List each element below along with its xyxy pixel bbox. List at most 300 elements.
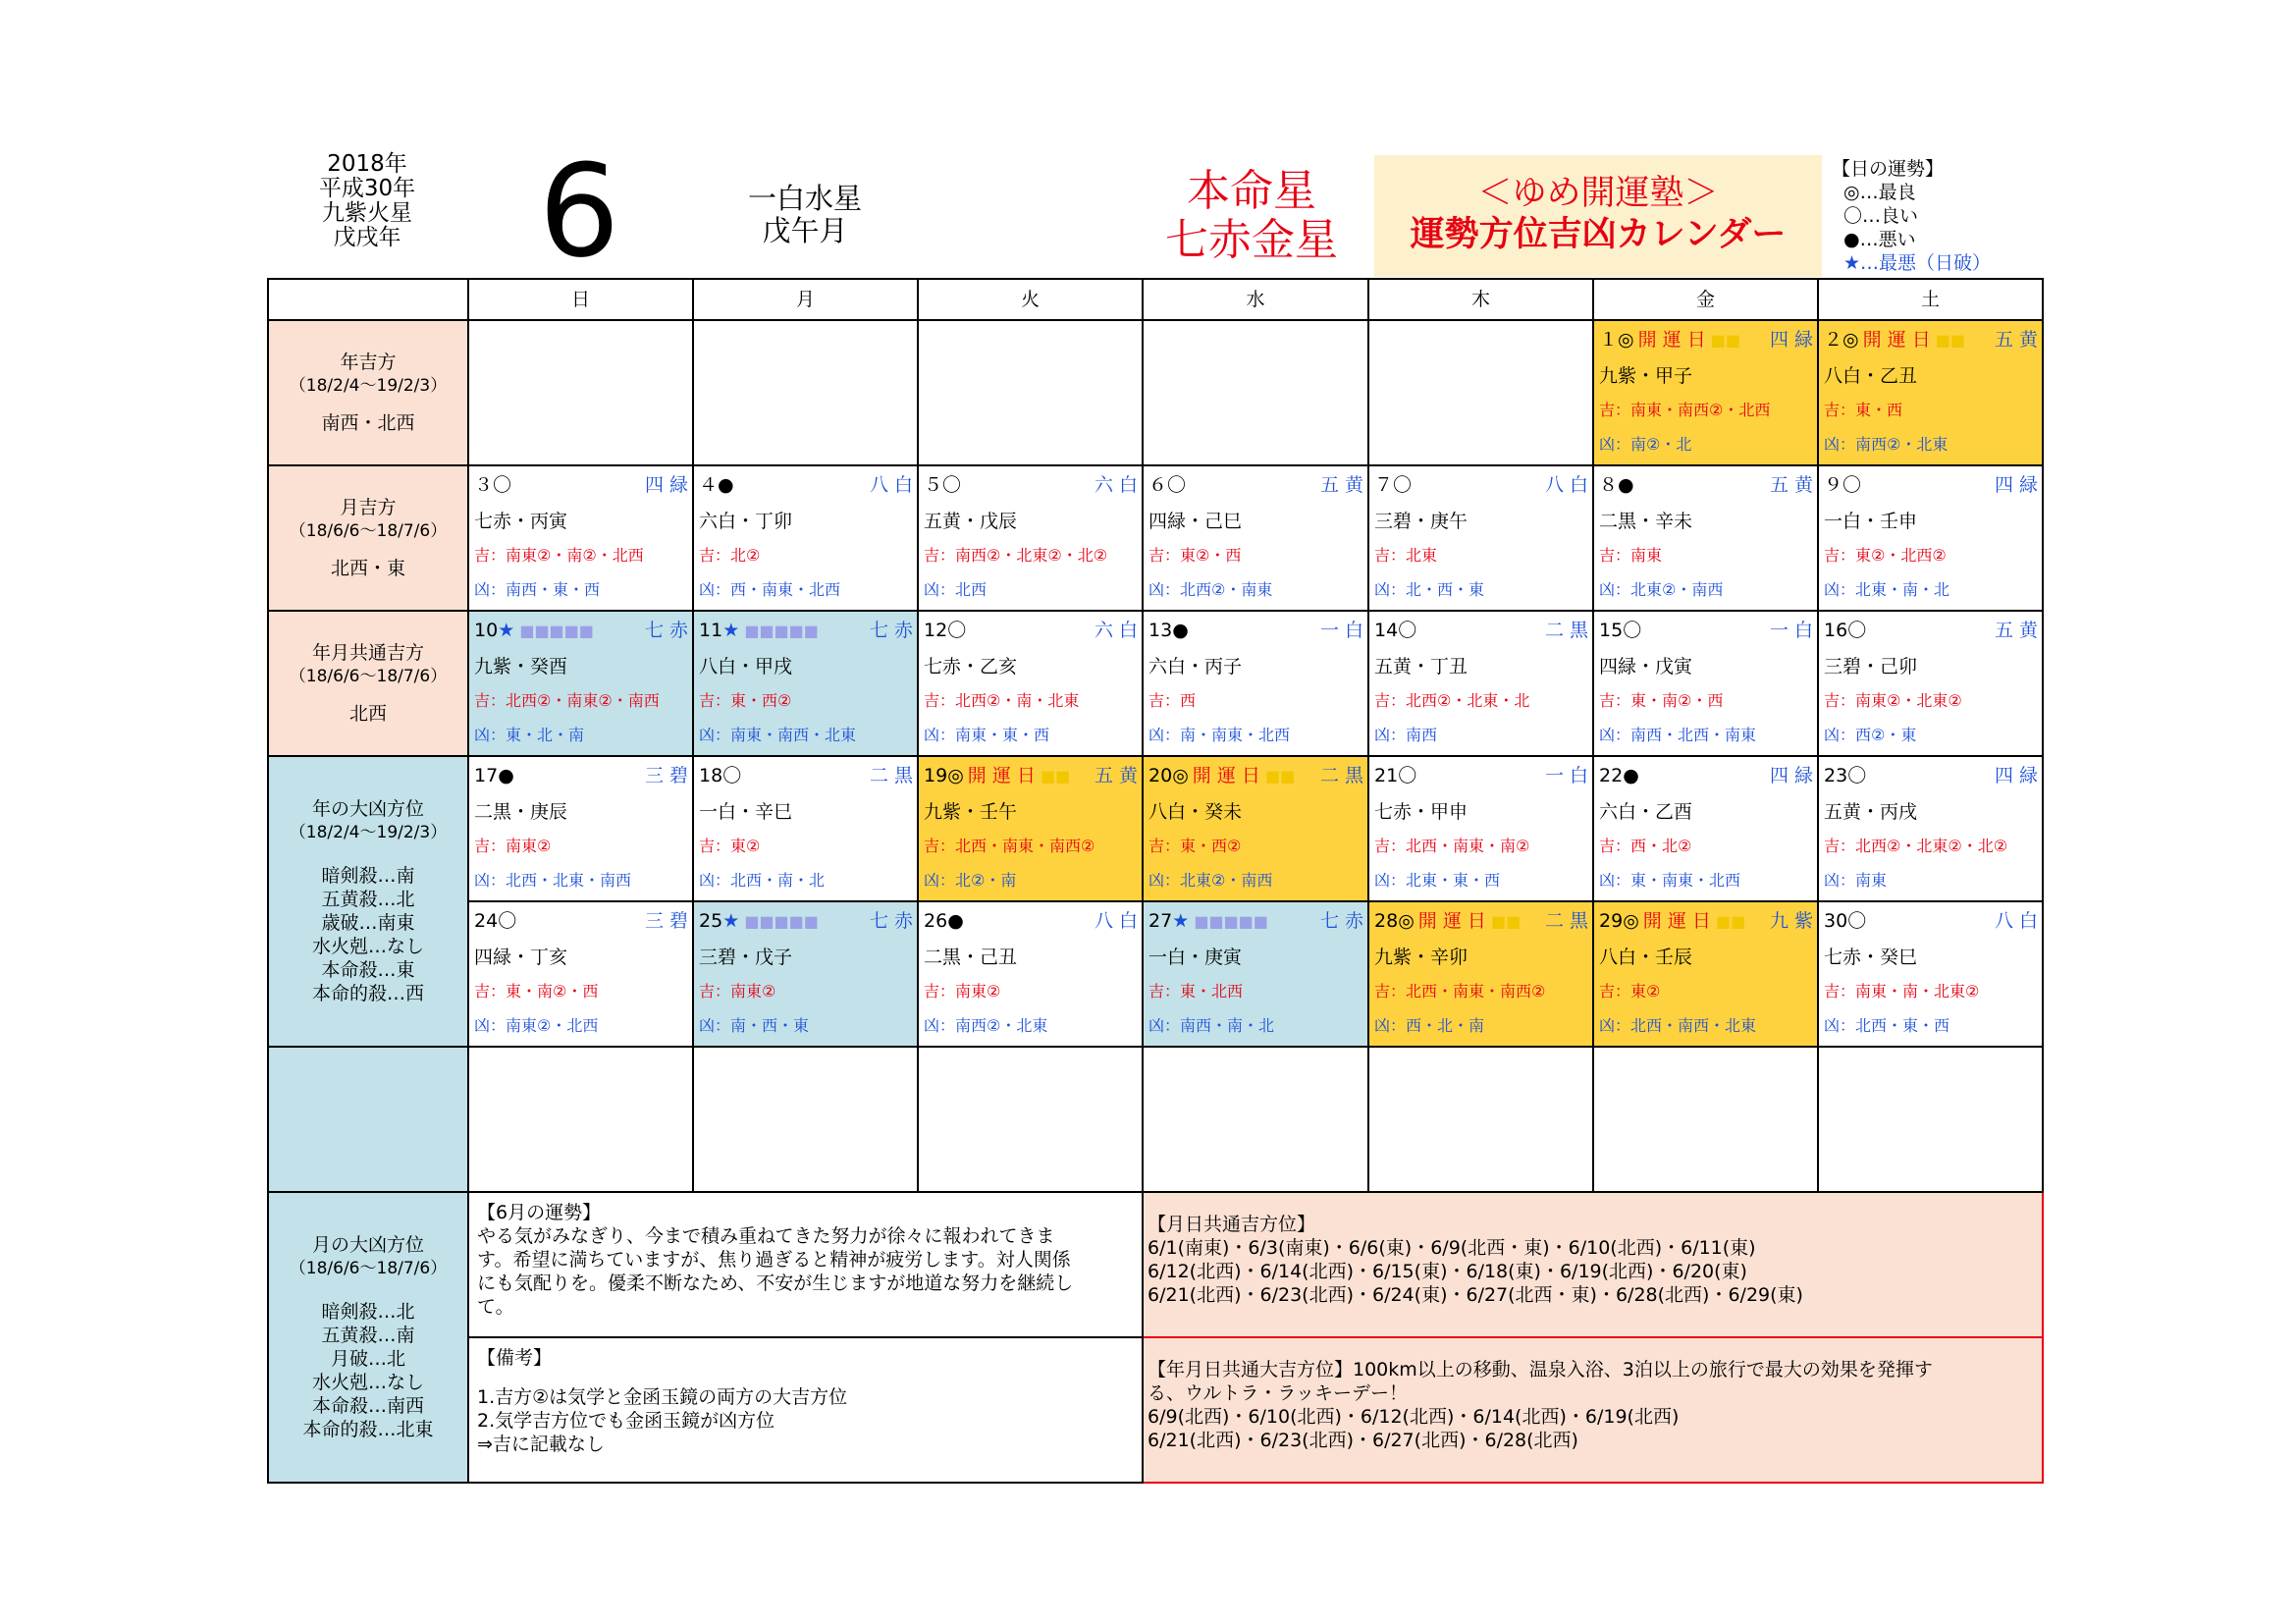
day-star: 六 白 [1094,474,1138,496]
day-kanshi: 八白・甲戌 [699,656,793,677]
day-number: 22 [1599,765,1624,786]
day-number: 18 [699,765,723,786]
day-kanshi: 三碧・己卯 [1824,656,1918,677]
day-star: 八 白 [1544,474,1588,496]
day-cell [1818,465,2043,611]
day-number-line [1599,616,1641,645]
day-number-line [1599,906,1745,937]
day-star: 四 緑 [1994,474,2038,496]
day-bad-direction: 凶：東・北・南 [474,726,585,744]
day-cell [918,465,1143,611]
day-cell [1143,465,1368,611]
side-title: 月吉方 [340,497,397,518]
kaiun-squares: ■■ [1485,912,1522,931]
day-number: ８ [1599,474,1619,496]
day-good-direction: 吉：東・南②・西 [1599,691,1724,710]
calendar-grid [267,278,2044,1484]
nippa-squares: ■■■■■ [739,622,819,640]
day-number-line [1148,470,1186,500]
day-good-direction: 吉：東・西 [1824,401,1903,419]
day-cell [1593,901,1818,1047]
day-number-line [1824,616,1866,645]
day-cell [468,465,693,611]
day-bad-direction: 凶：南・西・東 [699,1016,810,1035]
side-period: （18/6/6～18/7/6） [289,667,448,686]
day-cell [693,611,918,756]
day-cell [1818,756,2043,901]
year-line: 九紫火星 [322,200,412,226]
day-number: 11 [699,620,723,641]
side-line: 五黄殺…南 [321,1325,415,1346]
day-number: ３ [474,474,494,496]
day-bad-direction: 凶：南・南東・北西 [1148,726,1291,744]
day-number-line [474,761,514,790]
day-star: 五 黄 [1094,765,1138,786]
day-star: 三 碧 [644,765,688,786]
day-fortune-mark: ● [718,474,734,496]
weekday-blank [268,279,468,320]
month-fortune-memo [468,1192,1143,1337]
memo-title: 【備考】 [477,1347,553,1369]
day-number: 25 [699,910,723,932]
memo-line: やる気がみなぎり、今まで積み重ねてきた努力が徐々に報われてきま [477,1225,1055,1247]
side-period: （18/6/6～18/7/6） [289,521,448,541]
day-fortune-mark: 〇 [722,765,742,786]
day-bad-direction: 凶：北②・南 [924,871,1017,890]
day-kanshi: 八白・癸未 [1148,801,1243,823]
day-number-line [474,906,516,936]
title-line: ＜ゆめ開運塾＞ [1477,174,1719,213]
day-cell [918,901,1143,1047]
day-number-line [1824,761,1866,790]
side-period: （18/2/4～19/2/3） [289,823,448,842]
side-line: 本命的殺…西 [311,983,424,1004]
day-cell [1593,611,1818,756]
day-number: ７ [1374,474,1394,496]
day-star: 八 白 [1094,910,1138,932]
day-star: 四 緑 [1994,765,2038,786]
common-good-memo [1143,1192,2043,1337]
day-cell [1368,611,1593,756]
day-cell-empty [693,320,918,465]
side-line: 暗剣殺…北 [321,1301,415,1323]
kaiun-squares: ■■ [1710,912,1746,931]
legend-item-worst: ★…最悪（日破） [1843,252,1992,274]
side-line: 本命的殺…北東 [302,1419,434,1440]
kaiun-squares: ■■ [1705,331,1741,350]
day-cell-empty [1368,1047,1593,1192]
day-number-line [1374,761,1416,790]
day-number: ９ [1824,474,1843,496]
side-dirs: 北西・東 [330,558,405,579]
day-fortune-mark: ◎ [1618,329,1634,351]
day-good-direction: 吉：東②・西 [1148,546,1242,565]
day-kanshi: 一白・辛巳 [699,801,793,823]
day-good-direction: 吉：南東・南・北東② [1824,982,1980,1001]
day-kanshi: 四緑・丁亥 [474,947,568,968]
weekday-header: 日 [468,279,693,320]
day-bad-direction: 凶：南東②・北西 [474,1016,599,1035]
side-title: 月の大凶方位 [311,1234,424,1256]
day-star: 八 白 [869,474,913,496]
day-star: 五 黄 [1769,474,1813,496]
day-star: 二 黒 [1319,765,1363,786]
day-cell-empty [918,1047,1143,1192]
day-bad-direction: 凶：西②・東 [1824,726,1917,744]
weekday-header: 木 [1368,279,1593,320]
honmei-star [1139,167,1364,265]
day-good-direction: 吉：東② [1599,982,1661,1001]
month-good-direction [268,465,468,611]
weekday-row [268,279,2043,320]
day-cell [1818,320,2043,465]
day-kanshi: 五黄・丁丑 [1374,656,1468,677]
day-star: 六 白 [1094,620,1138,641]
day-fortune-mark: ★ [722,620,740,641]
honmei-line: 本命星 [1187,166,1316,216]
day-bad-direction: 凶：南西・北西・南東 [1599,726,1757,744]
day-kanshi: 八白・壬辰 [1599,947,1693,968]
day-number: 15 [1599,620,1624,641]
day-fortune-mark: ◎ [1398,910,1415,932]
weekday-header: 火 [918,279,1143,320]
day-number-line [924,616,966,645]
honmei-line: 七赤金星 [1165,215,1338,265]
side-line: 月破…北 [330,1348,405,1370]
day-kanshi: 二黒・庚辰 [474,801,568,823]
side-title: 年月共通吉方 [311,642,424,664]
day-cell [693,465,918,611]
day-fortune-mark: ● [498,765,514,786]
nippa-squares: ■■■■■ [739,912,819,931]
kaiun-label: 開 運 日 [1642,910,1711,932]
day-fortune-mark: 〇 [1398,765,1417,786]
day-number: 30 [1824,910,1848,932]
day-kanshi: 二黒・己丑 [924,947,1018,968]
day-number: 14 [1374,620,1399,641]
day-star: 七 赤 [869,620,913,641]
legend-title: 【日の運勢】 [1832,158,1945,180]
day-star: 一 白 [1544,765,1588,786]
day-good-direction: 吉：南東② [474,837,552,855]
day-cell-empty [1368,320,1593,465]
day-fortune-mark: ★ [498,620,515,641]
day-bad-direction: 凶：南東 [1824,871,1888,890]
day-star: 五 黄 [1994,329,2038,351]
day-kanshi: 九紫・甲子 [1599,365,1693,387]
year-info [267,152,467,250]
memo-line: 2.気学吉方位でも金函玉鏡が凶方位 [477,1410,775,1432]
day-good-direction: 吉：北② [699,546,761,565]
memo-line: 6/9(北西)・6/10(北西)・6/12(北西)・6/14(北西)・6/19(北西) [1148,1406,1680,1428]
day-number-line [1374,906,1521,937]
day-star: 八 白 [1994,910,2038,932]
nippa-squares: ■■■■■ [1189,912,1268,931]
month-bad-direction [268,1192,468,1483]
day-good-direction: 吉：北西・南東・南② [1374,837,1530,855]
memo-line: て。 [477,1296,514,1318]
day-good-direction: 吉：東・西② [1148,837,1242,855]
day-cell [468,611,693,756]
side-line: 歳破…南東 [321,912,415,934]
day-fortune-mark: ◎ [947,765,964,786]
day-good-direction: 吉：南東②・南②・北西 [474,546,644,565]
day-cell [693,901,918,1047]
memo-line: 1.吉方②は気学と金函玉鏡の両方の大吉方位 [477,1386,848,1408]
day-number: 12 [924,620,948,641]
day-number: 29 [1599,910,1624,932]
day-cell [918,756,1143,901]
day-kanshi: 七赤・甲申 [1374,801,1468,823]
day-bad-direction: 凶：南西②・北東 [924,1016,1048,1035]
year-line: 戊戌年 [333,225,401,250]
day-fortune-mark: 〇 [1393,474,1413,496]
day-number-line [1148,906,1268,937]
day-fortune-mark: ◎ [1623,910,1639,932]
day-cell [468,756,693,901]
memo-line: 【年月日共通大吉方位】100km以上の移動、温泉入浴、3泊以上の旅行で最大の効果を発揮す [1148,1359,1933,1380]
day-star: 一 白 [1319,620,1363,641]
kaiun-squares: ■■ [1930,331,1966,350]
day-star: 七 赤 [1319,910,1363,932]
day-good-direction: 吉：南東②・北東② [1824,691,1962,710]
day-number-line [699,906,819,937]
legend-item: ◎…最良 [1843,182,1916,203]
kaiun-label: 開 運 日 [1192,765,1260,786]
day-fortune-mark: 〇 [493,474,512,496]
day-good-direction: 吉：西 [1148,691,1197,710]
day-cell [1593,465,1818,611]
day-star: 五 黄 [1994,620,2038,641]
day-star: 四 緑 [1769,329,1813,351]
day-number: 24 [474,910,499,932]
side-dirs: 南西・北西 [321,412,415,434]
day-fortune-mark: 〇 [1847,765,1867,786]
day-number: 10 [474,620,499,641]
day-fortune-mark: 〇 [947,620,967,641]
day-cell-empty [1143,1047,1368,1192]
day-fortune-mark: 〇 [1623,620,1642,641]
side-period: （18/6/6～18/7/6） [289,1259,448,1278]
day-number: 26 [924,910,948,932]
day-fortune-mark: 〇 [498,910,517,932]
day-star: 三 碧 [644,910,688,932]
day-kanshi: 六白・丙子 [1148,656,1243,677]
day-star: 二 黒 [1544,910,1588,932]
day-kanshi: 七赤・癸巳 [1824,947,1918,968]
day-number-line [1148,761,1295,791]
calendar-title [1374,155,1822,277]
day-bad-direction: 凶：北西・北東・南西 [474,871,632,890]
day-good-direction: 吉：北東 [1374,546,1438,565]
memo-title: 【6月の運勢】 [477,1202,602,1223]
day-number-line [699,616,819,646]
weekday-header: 土 [1818,279,2043,320]
memo-line: す。希望に満ちていますが、焦り過ぎると精神が疲労します。対人関係 [477,1249,1071,1271]
day-bad-direction: 凶：北・西・東 [1374,580,1485,599]
day-kanshi: 九紫・壬午 [924,801,1018,823]
day-fortune-mark: 〇 [1842,474,1862,496]
day-cell [1368,901,1593,1047]
kaiun-squares: ■■ [1259,767,1296,785]
day-cell [1593,756,1818,901]
memo-line: にも気配りを。優柔不断なため、不安が生じますが地道な努力を継続し [477,1272,1074,1294]
day-bad-direction: 凶：北西②・南東 [1148,580,1273,599]
day-cell [1593,320,1818,465]
side-title: 年吉方 [340,352,397,373]
day-kanshi: 三碧・庚午 [1374,511,1468,532]
day-bad-direction: 凶：南西・東・西 [474,580,601,599]
day-number-line [1374,470,1412,500]
year-line: 平成30年 [318,176,416,201]
day-number: ４ [699,474,719,496]
day-good-direction: 吉：北西②・南・北東 [924,691,1080,710]
day-bad-direction: 凶：南東・東・西 [924,726,1050,744]
day-good-direction: 吉：北西・南東・南西② [924,837,1095,855]
day-bad-direction: 凶：南西・南・北 [1148,1016,1275,1035]
day-cell-empty [1818,1047,2043,1192]
side-blank [268,1047,468,1192]
weekday-header: 月 [693,279,918,320]
day-number-line [1824,470,1861,500]
side-line: 水火剋…なし [311,1372,424,1393]
legend-item: ●…悪い [1843,229,1916,250]
memo-title: 【月日共通吉方位】 [1148,1214,1316,1235]
kaiun-label: 開 運 日 [967,765,1036,786]
day-good-direction: 吉：南東② [924,982,1001,1001]
day-good-direction: 吉：南東・南西②・北西 [1599,401,1771,419]
day-fortune-mark: 〇 [1847,620,1867,641]
day-number: 28 [1374,910,1399,932]
day-cell [468,901,693,1047]
day-bad-direction: 凶：北東・東・西 [1374,871,1501,890]
day-number-line [1824,325,1965,355]
title-line: 運勢方位吉凶カレンダー [1410,215,1787,254]
day-number: 20 [1148,765,1173,786]
day-kanshi: 五黄・丙戌 [1824,801,1918,823]
day-cell [693,756,918,901]
day-number-line [924,906,964,936]
day-good-direction: 吉：東②・北西② [1824,546,1947,565]
day-bad-direction: 凶：南東・南西・北東 [699,726,857,744]
day-number-line [1599,325,1740,355]
day-kanshi: 二黒・辛未 [1599,511,1693,532]
day-kanshi: 七赤・丙寅 [474,511,568,532]
memo-line: 6/12(北西)・6/14(北西)・6/15(東)・6/18(東)・6/19(北西)・6/20(東) [1148,1261,1747,1282]
day-star: 九 紫 [1769,910,1813,932]
day-number: 13 [1148,620,1173,641]
day-fortune-mark: ● [1623,765,1639,786]
day-good-direction: 吉：東・北西 [1148,982,1244,1001]
month-number: 6 [538,136,620,286]
year-good-direction [268,320,468,465]
day-cell-empty [693,1047,918,1192]
fortune-legend [1832,157,1991,275]
day-bad-direction: 凶：西・南東・北西 [699,580,841,599]
side-line: 本命殺…南西 [311,1395,424,1417]
legend-item: 〇…良い [1843,205,1919,227]
day-star: 二 黒 [869,765,913,786]
day-bad-direction: 凶：北東・南・北 [1824,580,1950,599]
day-number-line [1599,761,1639,790]
day-number-line [1374,616,1416,645]
day-number-line [1148,616,1189,645]
day-kanshi: 六白・丁卯 [699,511,793,532]
kaiun-label: 開 運 日 [1862,329,1931,351]
day-good-direction: 吉：東・南②・西 [474,982,599,1001]
day-good-direction: 吉：東・西② [699,691,792,710]
side-title: 年の大凶方位 [311,798,424,820]
day-good-direction: 吉：西・北② [1599,837,1692,855]
day-number-line [474,470,511,500]
day-fortune-mark: 〇 [1398,620,1417,641]
day-number: 23 [1824,765,1848,786]
side-line: 本命殺…東 [321,959,415,981]
day-kanshi: 一白・庚寅 [1148,947,1243,968]
day-kanshi: 六白・乙酉 [1599,801,1693,823]
year-bad-direction [268,756,468,1047]
day-cell-empty [468,1047,693,1192]
day-star: 一 白 [1769,620,1813,641]
day-bad-direction: 凶：北東②・南西 [1599,580,1724,599]
month-info [726,183,883,247]
day-cell [1143,756,1368,901]
memo-line: 6/21(北西)・6/23(北西)・6/24(東)・6/27(北西・東)・6/28(北西)・6/29(東) [1148,1284,1803,1306]
kaiun-squares: ■■ [1035,767,1071,785]
day-good-direction: 吉：東② [699,837,761,855]
day-cell-empty [918,320,1143,465]
day-bad-direction: 凶：南西②・北東 [1824,435,1949,454]
day-good-direction: 吉：南東 [1599,546,1663,565]
day-cell-empty [1143,320,1368,465]
month-line: 戊午月 [762,214,848,247]
day-good-direction: 吉：北西②・南東②・南西 [474,691,660,710]
day-cell [1368,465,1593,611]
kaiun-label: 開 運 日 [1417,910,1486,932]
day-cell [1818,611,2043,756]
day-fortune-mark: ● [947,910,964,932]
day-good-direction: 吉：北西②・北東②・北② [1824,837,2008,855]
day-number: ５ [924,474,943,496]
day-good-direction: 吉：北西②・北東・北 [1374,691,1530,710]
day-star: 七 赤 [644,620,688,641]
side-dirs: 北西 [348,703,387,725]
day-number-line [924,470,961,500]
day-cell-empty [1593,1047,1818,1192]
day-number-line [924,761,1070,791]
day-fortune-mark: ● [1618,474,1634,496]
month-line: 一白水星 [747,182,862,215]
common-good-direction [268,611,468,756]
day-fortune-mark: ◎ [1172,765,1189,786]
day-bad-direction: 凶：北西・南西・北東 [1599,1016,1757,1035]
day-bad-direction: 凶：北西 [924,580,988,599]
day-kanshi: 一白・壬申 [1824,511,1918,532]
day-cell [1143,611,1368,756]
day-number-line [474,616,594,646]
day-number: １ [1599,329,1619,351]
day-good-direction: 吉：南西②・北東②・北② [924,546,1108,565]
kaiun-label: 開 運 日 [1637,329,1706,351]
day-bad-direction: 凶：北東②・南西 [1148,871,1273,890]
weekday-header: 金 [1593,279,1818,320]
day-cell-empty [468,320,693,465]
day-good-direction: 吉：南東② [699,982,776,1001]
day-star: 七 赤 [869,910,913,932]
memo-line: ⇒吉に記載なし [477,1434,605,1455]
side-line: 五黄殺…北 [321,889,415,910]
day-number: 27 [1148,910,1173,932]
